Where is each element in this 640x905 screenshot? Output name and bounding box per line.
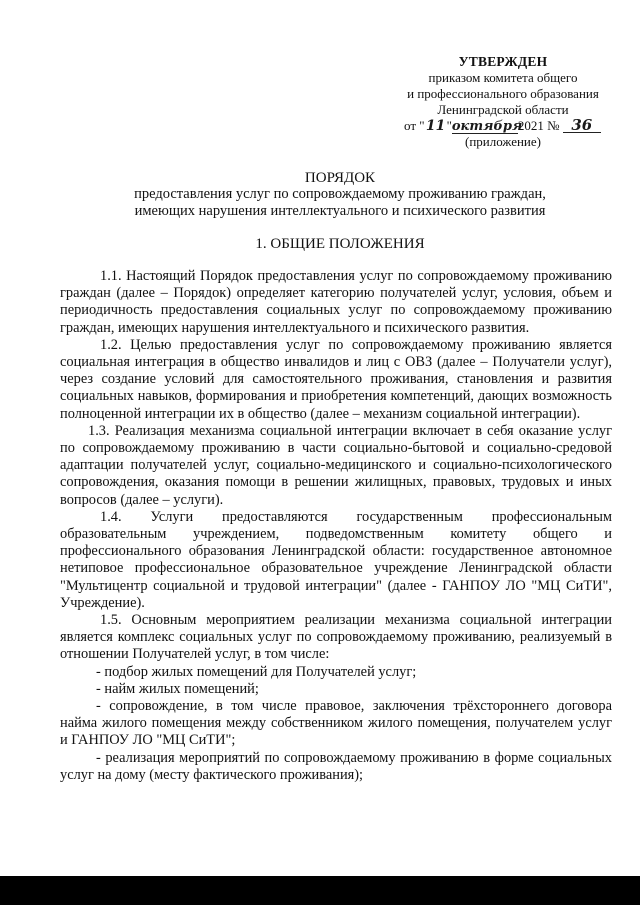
paragraph-1-4: 1.4. Услуги предоставляются государственным профессиональным образовательным учреждением, подведомственным комитету общего и профессионального образования Ленинградской области: государственное автономное нетиповое профессиональное образовательное учреждение Ленинградской области "Мультицентр социальной и трудовой интеграции" (далее - ГАНПОУ ЛО "МЦ СиТИ", Учреждение). bbox=[60, 508, 612, 611]
paragraph-1-1: 1.1. Настоящий Порядок предоставления услуг по сопровождаемому проживанию граждан (далее – Порядок) определяет категорию получателей услуг, условия, объем и периодичность предоставления социальных услуг по сопровождаемому проживанию граждан, имеющих нарушения интеллектуального и психического развития. bbox=[60, 268, 612, 336]
approval-line-3: Ленинградской области bbox=[437, 102, 569, 117]
date-year: 2021 № bbox=[517, 118, 560, 133]
handwritten-order-number: 36 bbox=[563, 118, 601, 133]
approval-line-1: приказом комитета общего bbox=[428, 70, 578, 85]
list-item: - сопровождение, в том числе правовое, заключения трёхстороннего договора найма жилого помещения между собственником жилого помещения, получателем услуг и ГАНПОУ ЛО "МЦ СиТИ"; bbox=[60, 698, 612, 749]
date-prefix: от " bbox=[404, 118, 425, 133]
section-title: 1. ОБЩИЕ ПОЛОЖЕНИЯ bbox=[255, 236, 425, 252]
paragraph-1-2: 1.2. Целью предоставления услуг по сопровождаемому проживанию является социальная интеграция в общество инвалидов и лиц с ОВЗ (далее – Получатели услуг), через создание условий для самостоятельного проживания, становления и развития социальных навыков, формирования и приобретения компетенций, дающих возможность полноценной интеграции их в общество (далее – механизм социальной интеграции). bbox=[60, 336, 612, 422]
approval-title: УТВЕРЖДЕН bbox=[458, 54, 548, 69]
date-quote: " bbox=[446, 118, 452, 133]
paragraph-1-5: 1.5. Основным мероприятием реализации механизма социальной интеграции является комплекс социальных услуг по сопровождаемому проживанию, реализуемый в отношении Получателей услуг, в том числе: bbox=[60, 612, 612, 663]
paragraph-1-3: 1.3. Реализация механизма социальной интеграции включает в себя оказание услуг по сопровождаемому проживанию в части социально-бытовой и социально-средовой адаптации получателей услуг, социально-медицинского и социально-психологического сопровождения, оказания помощи в решении жилищных, правовых, трудовых и иных вопросов (далее – услуги). bbox=[60, 422, 612, 508]
document-title: ПОРЯДОК bbox=[304, 170, 376, 186]
approval-stamp-block bbox=[398, 54, 608, 150]
scan-bottom-border bbox=[0, 876, 640, 905]
list-item: - реализация мероприятий по сопровождаемому проживанию в форме социальных услуг на дому (месту фактического проживания); bbox=[60, 749, 612, 783]
approval-line-2: и профессионального образования bbox=[407, 86, 599, 101]
approval-annex: (приложение) bbox=[464, 134, 541, 149]
approval-date-line bbox=[398, 118, 608, 134]
handwritten-day: 11 bbox=[425, 118, 446, 134]
list-item: - найм жилых помещений; bbox=[96, 680, 259, 697]
list-item: - подбор жилых помещений для Получателей услуг; bbox=[96, 663, 417, 680]
handwritten-month: октября bbox=[451, 119, 523, 134]
document-subtitle-line-1: предоставления услуг по сопровождаемому проживанию граждан, bbox=[134, 186, 546, 202]
document-body bbox=[60, 268, 612, 784]
document-subtitle-line-2: имеющих нарушения интеллектуального и психического развития bbox=[134, 203, 546, 219]
